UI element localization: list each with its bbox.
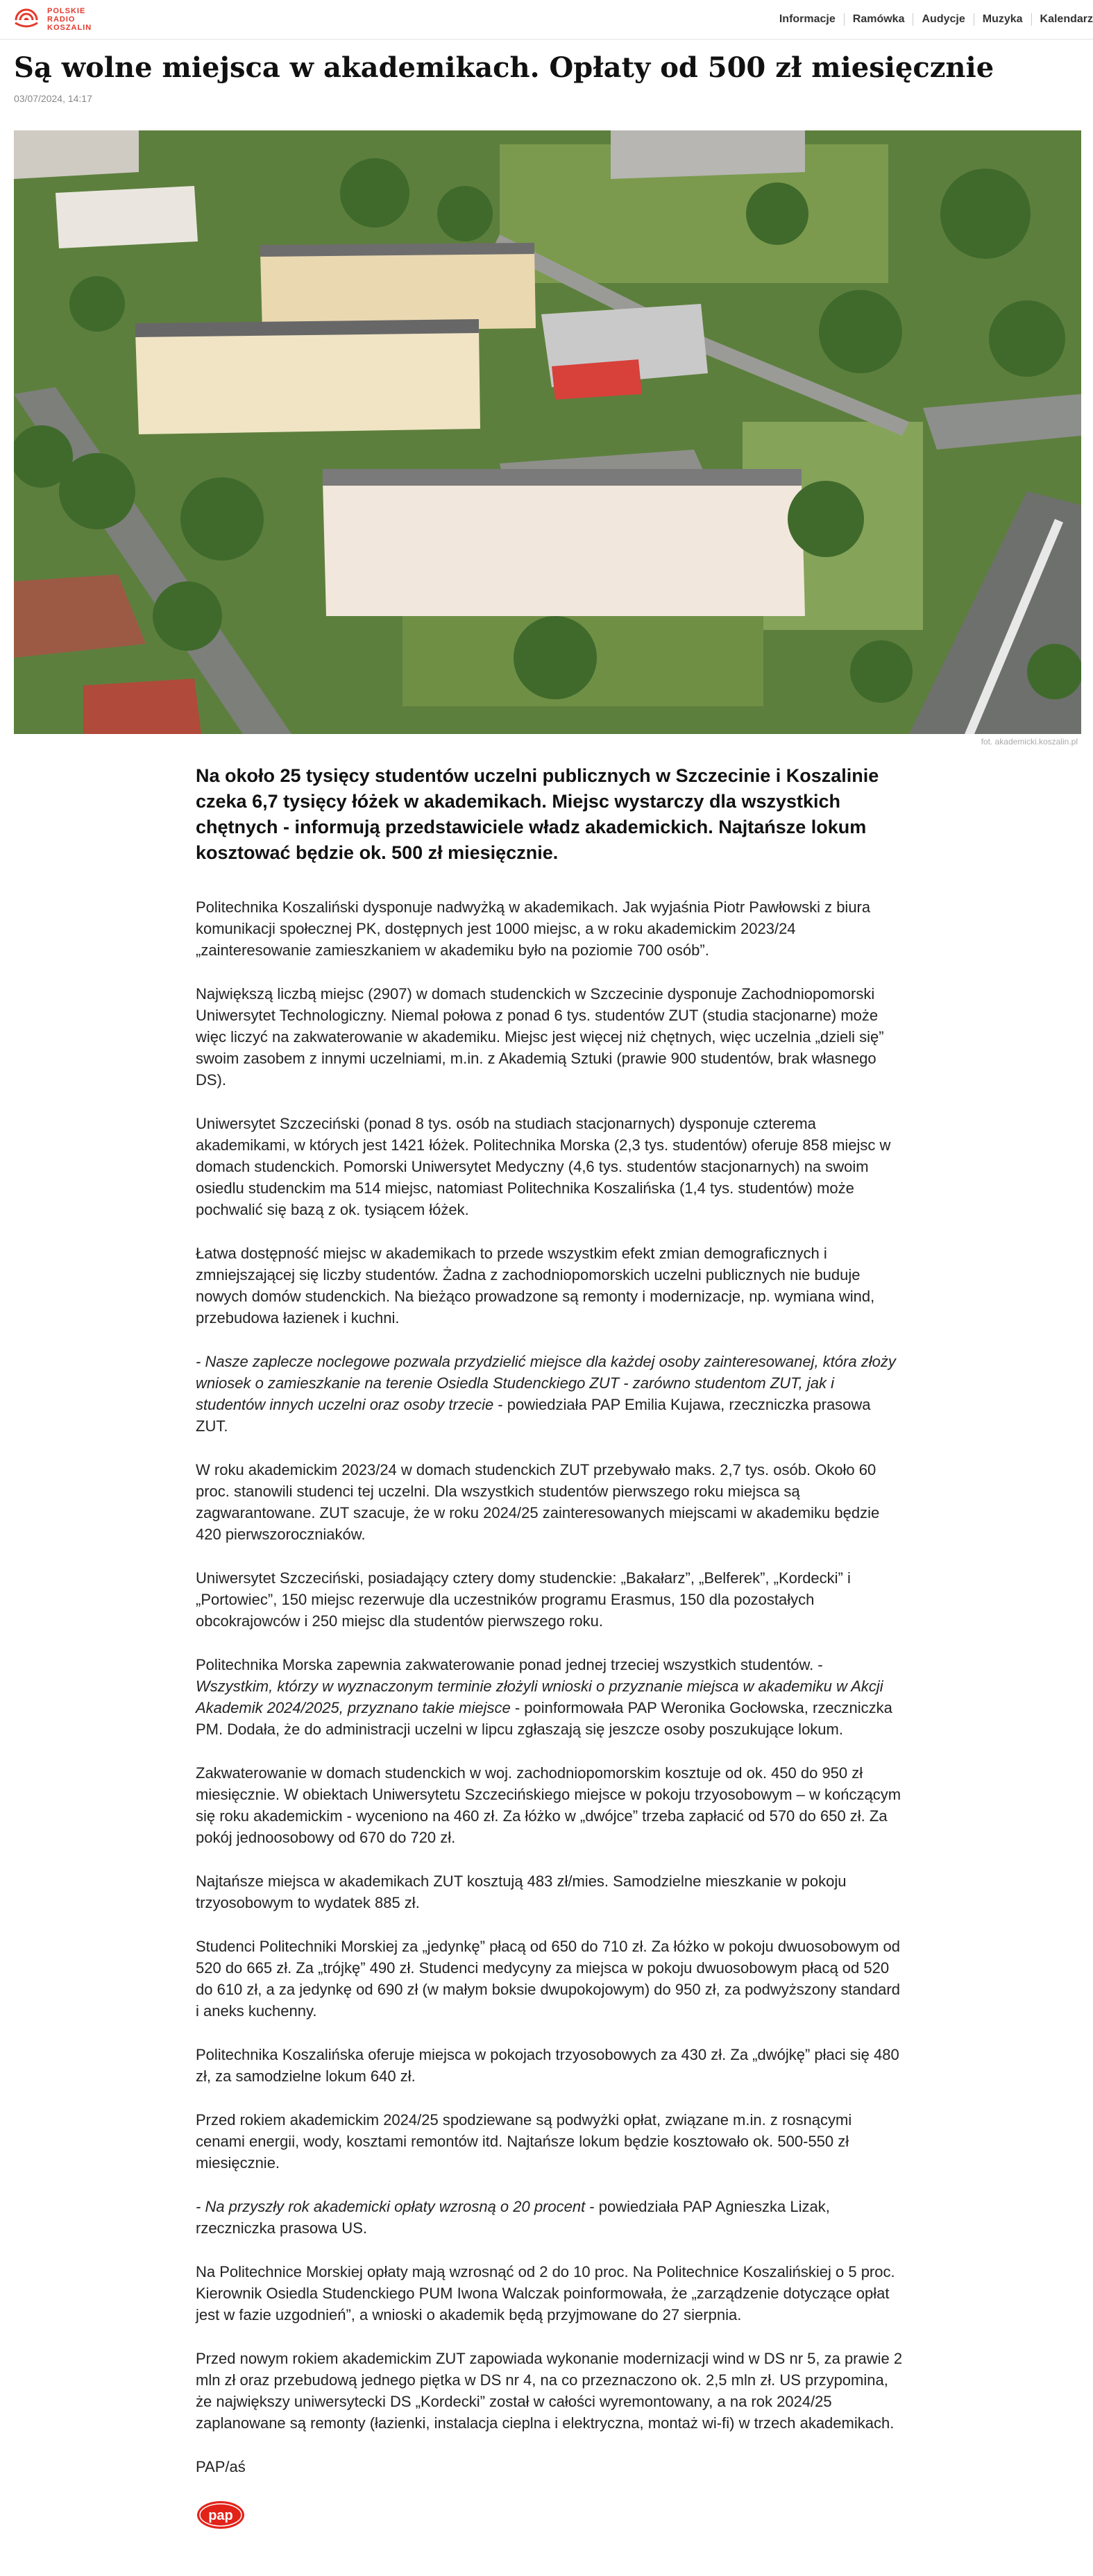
radio-waves-icon bbox=[12, 6, 44, 33]
quote-text: - Nasze zaplecze noclegowe pozwala przydzielić miejsce dla każdej osoby zainteresowanej, która złoży wniosek o zamieszkanie na terenie Osiedla Studenckiego ZUT - zarówno studentom ZUT, jak i studentów innych uczelni oraz osoby trzecie bbox=[196, 1353, 896, 1413]
paragraph: Najtańsze miejsca w akademikach ZUT kosztują 483 zł/mies. Samodzielne mieszkanie w pokoju trzyosobowym to wydatek 885 zł. bbox=[196, 1873, 847, 1911]
paragraph-quote bbox=[196, 1351, 904, 1437]
radio-koszalin-logo[interactable] bbox=[12, 6, 110, 33]
paragraph: Studenci Politechniki Morskiej za „jedynkę” płacą od 650 do 710 zł. Za łóżko w pokoju dwuosobowym od 520 do 665 zł. Za „trójkę” 490 zł. Studenci medycyny za miejsca w pokoju dwuosobowym płacą od 520 do 610 zł, a za jedynkę od 690 zł (w małym boksie dwupokojowym) do 950 zł, za podwyższony standard i aneks kuchenny. bbox=[196, 1938, 900, 2020]
nav-item-informacje[interactable]: Informacje bbox=[771, 13, 845, 26]
quote-text: Wszystkim, którzy w wyznaczonym terminie złożyli wnioski o przyznanie miejsca w akademiku w Akcji Akademik 2024/2025, przyznano takie miejsce bbox=[196, 1678, 883, 1716]
quote-attribution: - powiedziała PAP Emilia Kujawa, rzeczniczka prasowa ZUT. bbox=[196, 1396, 871, 1435]
paragraph: Uniwersytet Szczeciński (ponad 8 tys. osób na studiach stacjonarnych) dysponuje czterema akademikami, w których jest 1421 łóżek. Politechnika Morska (2,3 tys. studentów) oferuje 858 miejsc w domach studenckich. Pomorski Uniwersytet Medyczny (4,6 tys. studentów stacjonarnych) na swoim osiedlu studenckim ma 514 miejsc, natomiast Politechnika Koszalińska (1,4 tys. studentów) może pochwalić się bazą z ok. tysiącem łóżek. bbox=[196, 1115, 891, 1218]
top-bar bbox=[0, 0, 1093, 40]
paragraph: Największą liczbą miejsc (2907) w domach studenckich w Szczecinie dysponuje Zachodniopomorski Uniwersytet Technologiczny. Niemal połowa z ponad 6 tys. studentów ZUT (studia stacjonarne) może więc liczyć na zakwaterowanie w akademiku. Miejsc jest więcej niż chętnych, więc uczelnia „dzieli się” swoim zasobem z innymi uczelniami, m.in. z Akademią Sztuki (prawie 900 studentów, brak własnego DS). bbox=[196, 985, 884, 1089]
paragraph-quote bbox=[196, 1654, 904, 1740]
logo-text bbox=[47, 7, 92, 32]
hero-image bbox=[14, 130, 1081, 734]
pap-logo-text: pap bbox=[208, 2508, 233, 2523]
paragraph: Zakwaterowanie w domach studenckich w woj. zachodniopomorskim kosztuje od ok. 450 do 950 zł miesięcznie. W obiektach Uniwersytetu Szczecińskiego miejsce w pokoju trzyosobowym – w kończącym się roku akademickim - wyceniono na 460 zł. Za łóżko w „dwójce” trzeba zapłacić od 570 do 650 zł. Za pokój jednoosobowy od 670 do 720 zł. bbox=[196, 1764, 901, 1846]
paragraph: Przed nowym rokiem akademickim ZUT zapowiada wykonanie modernizacji wind w DS nr 5, za prawie 2 mln zł oraz przebudową jednego piętka w DS nr 4, na co przeznaczono ok. 2,5 mln zł. US przypomina, że największy uniwersytecki DS „Kordecki” został w całości wyremontowany, a na rok 2024/25 zaplanowane są remonty (łazienki, instalacja cieplna i elektryczna, montaż wi-fi) w trzech akademikach. bbox=[196, 2350, 903, 2432]
article-signature: PAP/aś bbox=[196, 2458, 246, 2475]
quote-attribution: - poinformowała PAP Weronika Gocłowska, rzeczniczka PM. Dodała, że do administracji uczelni w lipcu zgłaszają się jeszcze osoby poszukujące lokum. bbox=[196, 1699, 892, 1738]
pap-logo bbox=[196, 2500, 246, 2530]
paragraph: Politechnika Koszaliński dysponuje nadwyżką w akademikach. Jak wyjaśnia Piotr Pawłowski z biura komunikacji społecznej PK, dostępnych jest 1000 miejsc, a w roku akademickim 2023/24 „zainteresowanie zamieszkaniem w akademiku było na poziomie 700 osób”. bbox=[196, 898, 871, 959]
quote-attribution: - powiedziała PAP Agnieszka Lizak, rzeczniczka prasowa US. bbox=[196, 2198, 830, 2237]
article-lead: Na około 25 tysięcy studentów uczelni publicznych w Szczecinie i Koszalinie czeka 6,7 tysięcy łóżek w akademikach. Miejsc wystarczy dla wszystkich chętnych - informują przedstawiciele władz akademickich. Najtańsze lokum kosztować będzie ok. 500 zł miesięcznie. bbox=[196, 765, 879, 863]
nav-item-muzyka[interactable]: Muzyka bbox=[974, 13, 1032, 26]
paragraph: Uniwersytet Szczeciński, posiadający cztery domy studenckie: „Bakałarz”, „Belferek”, „Kordecki” i „Portowiec”, 150 miejsc rezerwuje dla uczestników programu Erasmus, 150 dla pozostałych obcokrajowców i 250 miejsc dla studentów pierwszego roku. bbox=[196, 1569, 851, 1630]
aerial-dormitories-photo bbox=[14, 130, 1081, 734]
quote-text: - Na przyszły rok akademicki opłaty wzrosną o 20 procent bbox=[196, 2198, 586, 2215]
main-nav bbox=[771, 10, 1093, 29]
logo-line-2: RADIO bbox=[47, 15, 76, 24]
logo-line-1: POLSKIE bbox=[47, 7, 86, 15]
paragraph: Łatwa dostępność miejsc w akademikach to przede wszystkim efekt zmian demograficznych i zmniejszającej się liczby studentów. Żadna z zachodniopomorskich uczelni publicznych nie buduje nowych domów studenckich. Na bieżąco prowadzone są remonty i modernizacje, np. wymiana wind, przebudowa łazienek i kuchni. bbox=[196, 1245, 875, 1327]
paragraph: Przed rokiem akademickim 2024/25 spodziewane są podwyżki opłat, związane m.in. z rosnącymi cenami energii, wody, kosztami remontów itd. Najtańsze lokum będzie kosztowało ok. 500-550 zł miesięcznie. bbox=[196, 2111, 852, 2172]
article-body bbox=[196, 896, 904, 2530]
nav-item-audycje[interactable]: Audycje bbox=[913, 13, 974, 26]
paragraph: Na Politechnice Morskiej opłaty mają wzrosnąć od 2 do 10 proc. Na Politechnice Koszalińskiej o 5 proc. Kierownik Osiedla Studenckiego PUM Iwona Walczak poinformowała, że „zarządzenie dotyczące opłat jest w fazie uzgodnień”, a wnioski o akademik będą przyjmowane do 27 sierpnia. bbox=[196, 2263, 895, 2323]
logo-line-3: KOSZALIN bbox=[47, 24, 92, 32]
article-title: Są wolne miejsca w akademikach. Opłaty od 500 zł miesięcznie bbox=[14, 51, 994, 84]
nav-item-ramowka[interactable]: Ramówka bbox=[845, 13, 914, 26]
nav-item-kalendarz[interactable]: Kalendarz bbox=[1040, 13, 1093, 25]
paragraph: W roku akademickim 2023/24 w domach studenckich ZUT przebywało maks. 2,7 tys. osób. Około 60 proc. stanowili studenci tej uczelni. Dla wszystkich studentów pierwszego roku miejsca są zagwarantowane. ZUT szacuje, że w roku 2024/25 zainteresowanych miejscami w akademiku będzie 420 pierwszoroczniaków. bbox=[196, 1461, 880, 1543]
paragraph: Politechnika Koszalińska oferuje miejsca w pokojach trzyosobowych za 430 zł. Za „dwójkę” płaci się 480 zł, za samodzielne lokum 640 zł. bbox=[196, 2046, 899, 2085]
paragraph-intro: Politechnika Morska zapewnia zakwaterowanie ponad jednej trzeciej wszystkich studentów. - bbox=[196, 1656, 823, 1673]
article-date: 03/07/2024, 14:17 bbox=[14, 93, 92, 104]
photo-credit: fot. akademicki.koszalin.pl bbox=[981, 737, 1078, 747]
paragraph-quote bbox=[196, 2196, 904, 2239]
